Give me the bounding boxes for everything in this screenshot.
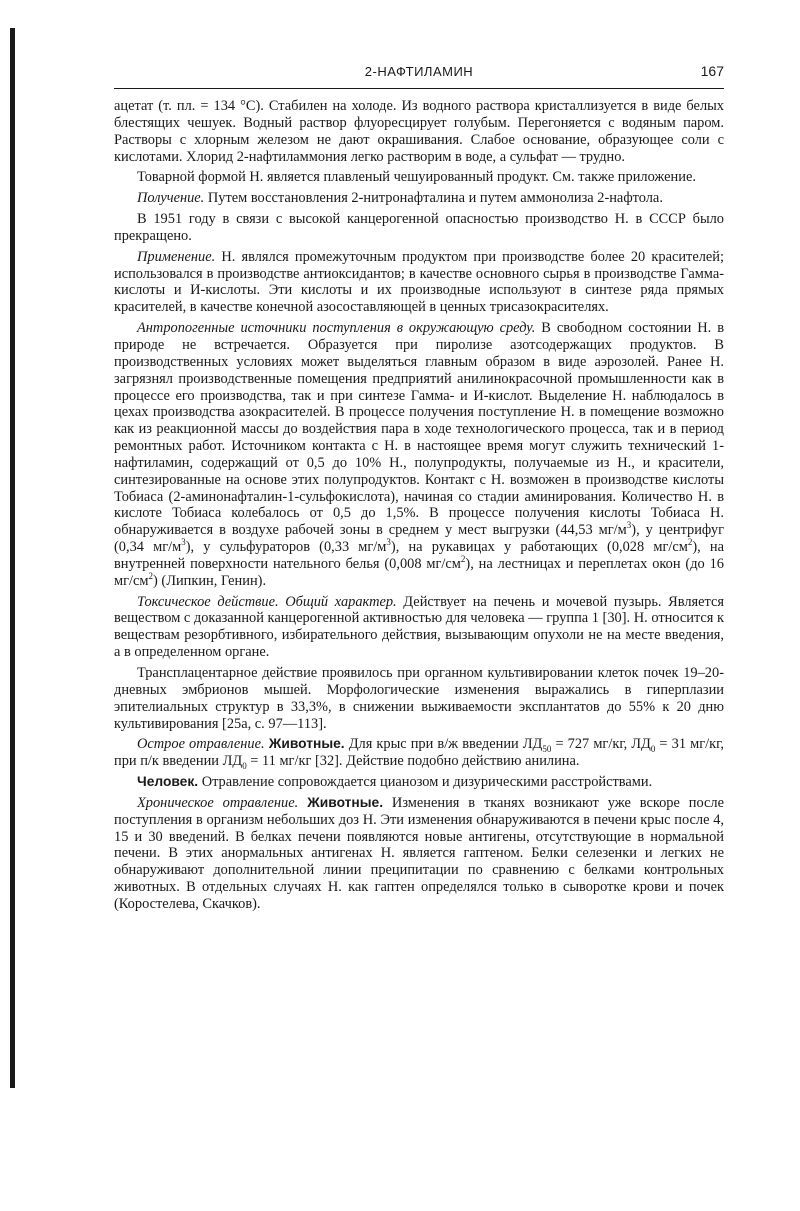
label-animals-chronic: Животные. bbox=[298, 794, 384, 810]
section-label-toxic-action: Токсическое действие. Общий характер. bbox=[137, 593, 397, 610]
section-label-acute: Острое отравление. bbox=[137, 736, 265, 753]
section-label-sources: Антропогенные источники поступления в окружающую среду. bbox=[137, 320, 536, 337]
paragraph-production-ban: В 1951 году в связи с высокой канцерогенной опасностью производство Н. в СССР было прекращено. bbox=[114, 211, 724, 244]
section-label-preparation: Получение. bbox=[137, 190, 205, 207]
paragraph-human: Человек. Отравление сопровождается цианозом и дизурическими расстройствами. bbox=[137, 774, 653, 791]
label-human: Человек. bbox=[137, 774, 199, 790]
section-label-application: Применение. bbox=[137, 248, 216, 265]
header-rule bbox=[114, 88, 724, 89]
page-body bbox=[114, 98, 724, 917]
paragraph-chronic-poisoning: Хроническое отравление. Животные. Изменения в тканях возникают уже вскоре после поступления в организм небольших доз Н. Эти изменения обнаруживаются в печени крыс после 4, 15 и 30 введений. В белках печени появляются новые антигены, отсутствующие в нормальной печени. В этих анормальных антигенах Н. является гаптеном. Белки селезенки и легких не обнаруживают дополнительной линии преципитации по сравнению с белками контрольных животных. В отдельных случаях Н. как гаптен определялся только в сыворотке крови и почек (Коростелева, Скачков). bbox=[114, 794, 724, 912]
running-header bbox=[114, 64, 724, 86]
paragraph-acute-poisoning: Острое отравление. Животные. Для крыс при в/ж введении $ЛД_{50} = 727$ мг/кг, $ЛД_0 = 31$ мг/кг, при п/к введении $ЛД_0 = 11$ мг/кг [32]. Действие подобно действию анилина. bbox=[114, 736, 724, 772]
section-label-chronic: Хроническое отравление. bbox=[137, 794, 299, 811]
paragraph-anthropogenic-sources: Антропогенные источники поступления в окружающую среду. В свободном состоянии Н. в природе не встречается. Образуется при пиролизе азотсодержащих продуктов. В производственных условиях может выделяться главным образом в виде аэрозолей. Ранее Н. загрязнял производственные помещения предприятий анилинокрасочной промышленности как в процессе его производства, так и при синтезе Гамма- и И-кислот. Выделение Н. наблюдалось в цехах производства азокрасителей. В процессе получения поступление Н. в помещение возможно как из реакционной массы до воздействия пара в ходе технологического процесса, так и в период ремонтных работ. Источником контакта с Н. в настоящее время могут служить технический 1-нафтиламин, содержащий от 0,5 до 10% Н., полупродукты, получаемые из Н., и красители, синтезированные на основе этих полупродуктов. Контакт с Н. возможен в производстве кислоты Тобиаса (2-аминонафталин-1-сульфокислота), начиная со стадии аминирования. Количество Н. в кислоте Тобиаса колебалось от 0,5 до 1,5%. В процессе получения кислоты Тобиаса Н. обнаруживается в воздухе рабочей зоны в среднем у мест выгрузки (44,53 $мг/м^3$), у центрифуг (0,34 $мг/м^3$), у сульфураторов (0,33 $мг/м^3$), на рукавицах у работающих (0,028 $мг/см^2$), на внутренней поверхности нательного белья (0,008 $мг/см^2$), на лестницах и переплетах окон (до 16 $мг/см^2$) (Липкин, Генин). bbox=[114, 320, 725, 589]
paragraph-preparation: Получение. Путем восстановления 2-нитронафталина и путем аммонолиза 2-нафтола. bbox=[137, 190, 663, 207]
paragraph-application: Применение. Н. являлся промежуточным продуктом при производстве более 20 красителей; использовался в производстве антиоксидантов; в качестве основного сырья в производстве Гамма-кислоты и И-кислоты. Эти кислоты и их производные используют в синтезе ряда прямых красителей, в качестве конечной азосоставляющей в ценных трисазокрасителях. bbox=[114, 248, 724, 316]
paragraph-commercial-form: Товарной формой Н. является плавленый чешуированный продукт. См. также приложение. bbox=[137, 169, 696, 186]
paragraph-toxic-action: Токсическое действие. Общий характер. Действует на печень и мочевой пузырь. Является веществом с доказанной канцерогенной активностью для человека — группа 1 [30]. Н. относится к веществам резорбтивного, избирательного действия, вызывающим опухоли не на месте введения, а в определенном органе. bbox=[114, 593, 725, 661]
running-title: 2-НАФТИЛАМИН bbox=[364, 64, 474, 79]
label-animals-acute: Животные. bbox=[264, 736, 345, 752]
paragraph-transplacental: Трансплацентарное действие проявилось при органном культивировании клеток почек 19–20-дневных эмбрионов мышей. Морфологические изменения выражались в гиперплазии эпителиальных структур в 33,3%, в снижении выживаемости эксплантатов до 55% к 20 дню культивирования [25а, с. 97—113]. bbox=[114, 665, 724, 732]
paragraph-properties-continued: ацетат (т. пл. = 134 °С). Стабилен на холоде. Из водного раствора кристаллизуется в виде белых блестящих чешуек. Водный раствор флуоресцирует голубым. Перегоняется с водяным паром. Растворы с хлорным железом не дают окрашивания. Слабое основание, образующее соли с кислотами. Хлорид 2-нафтиламмония легко растворим в воде, а сульфат — трудно. bbox=[114, 98, 724, 165]
page-number: 167 bbox=[700, 63, 724, 79]
